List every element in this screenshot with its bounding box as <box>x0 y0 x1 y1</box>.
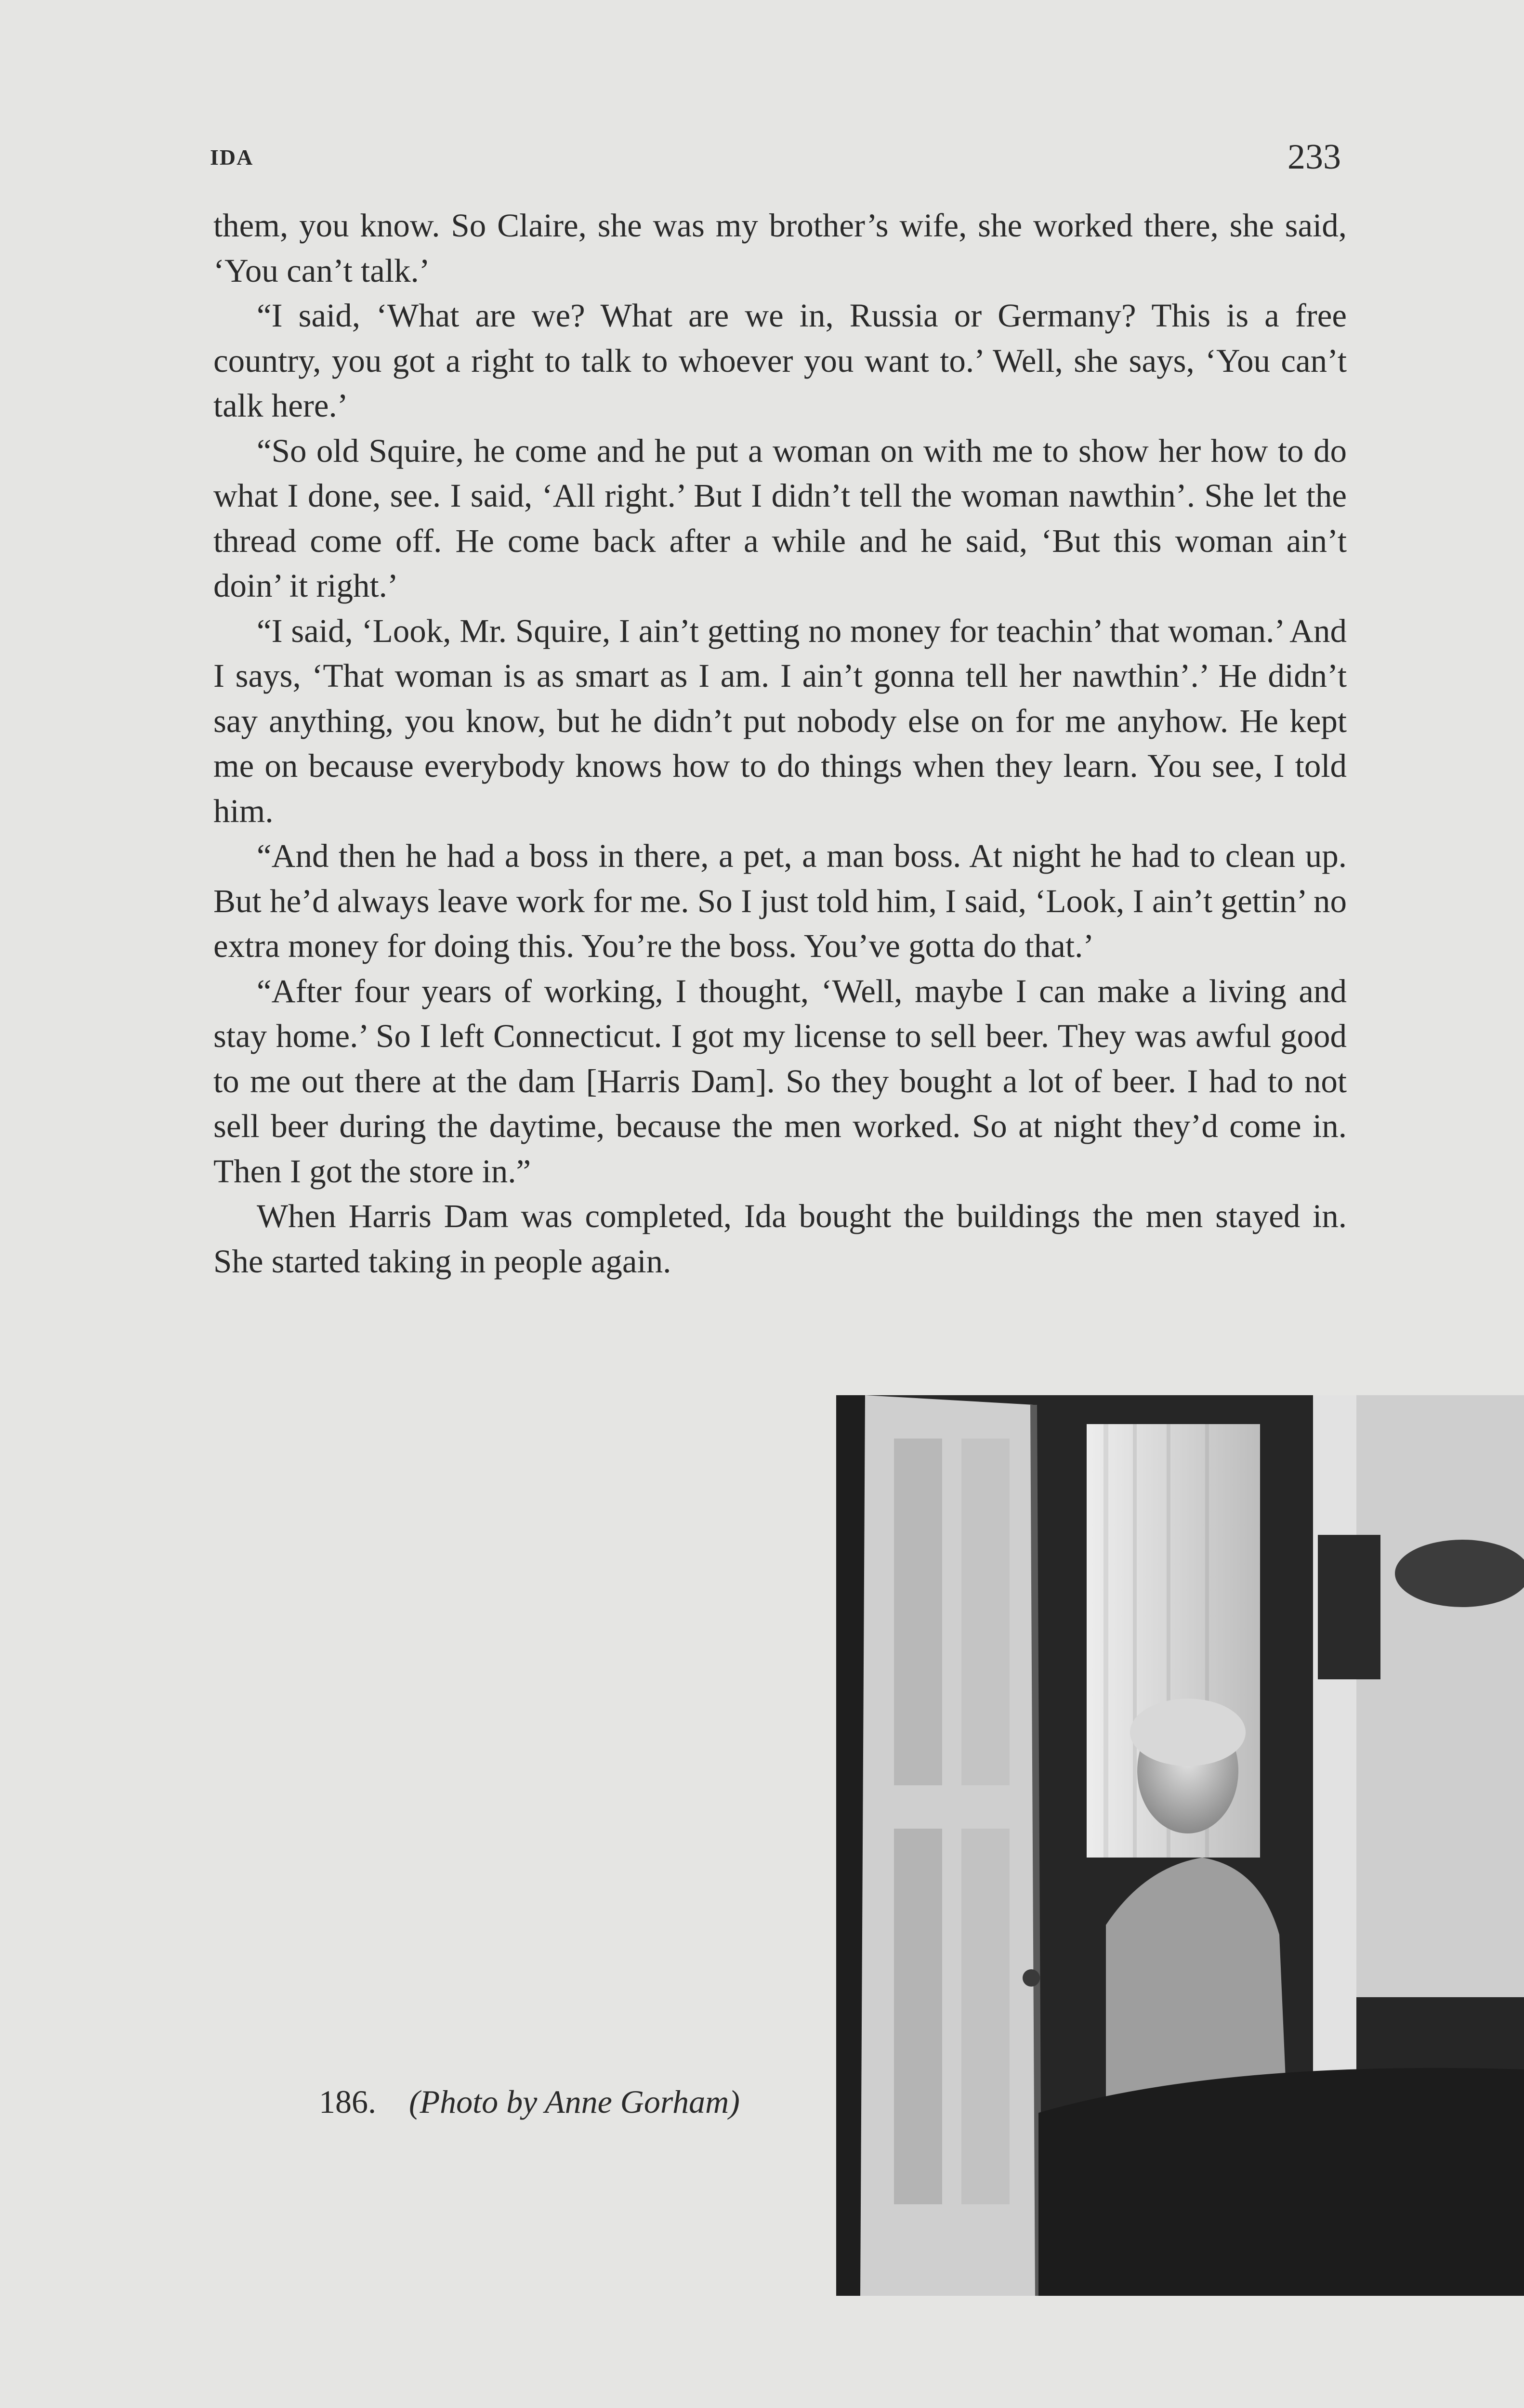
page-number: 233 <box>1288 137 1341 177</box>
paragraph: “I said, ‘Look, Mr. Squire, I ain’t getting no money for teachin’ that woman.’ And I says, ‘That woman is as smart as I am. I ain’t gonna tell her nawthin’.’ He didn’t say anything, you know, but he didn’t put nobody else on for me anyhow. He kept me on because everybody knows how to do things when they learn. You see, I told him. <box>213 612 1347 829</box>
running-head: IDA <box>210 145 254 170</box>
paragraph: “I said, ‘What are we? What are we in, Russia or Germany? This is a free country, you got a right to talk to whoever you want to.’ Well, she says, ‘You can’t talk here.’ <box>213 297 1347 424</box>
photo-woman-in-doorway <box>836 1395 1524 2296</box>
paragraph: When Harris Dam was completed, Ida bought the buildings the men stayed in. She started taking in people again. <box>213 1198 1347 1280</box>
figure-caption <box>319 2083 740 2121</box>
body-text <box>213 203 1347 1284</box>
paragraph: “And then he had a boss in there, a pet, a man boss. At night he had to clean up. But he’d always leave work for me. So I just told him, I said, ‘Look, I ain’t gettin’ no extra money for doing this. You’re the boss. You’ve gotta do that.’ <box>213 838 1347 964</box>
photo-credit: (Photo by Anne Gorham) <box>409 2083 740 2120</box>
paragraph: them, you know. So Claire, she was my brother’s wife, she worked there, she said, ‘You can’t talk.’ <box>213 207 1347 289</box>
figure-number: 186. <box>319 2083 376 2120</box>
paragraph: “After four years of working, I thought, ‘Well, maybe I can make a living and stay home.’ So I left Connecticut. I got my license to sell beer. They was awful good to me out there at the dam [Harris Dam]. So they bought a lot of beer. I had to not sell beer during the daytime, because the men worked. So at night they’d come in. Then I got the store in.” <box>213 972 1347 1190</box>
paragraph: “So old Squire, he come and he put a woman on with me to show her how to do what I done, see. I said, ‘All right.’ But I didn’t tell the woman nawthin’. She let the thread come off. He come back after a while and he said, ‘But this woman ain’t doin’ it right.’ <box>213 432 1347 604</box>
